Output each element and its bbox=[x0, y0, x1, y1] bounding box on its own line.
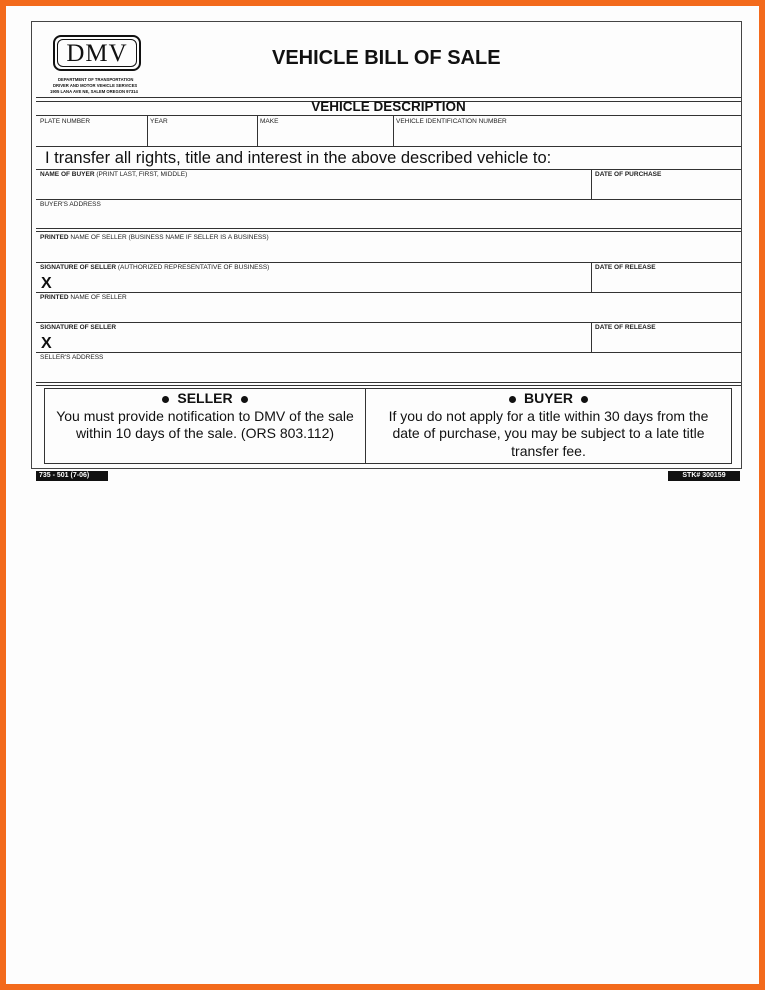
seller-notice-heading: SELLER bbox=[45, 390, 365, 408]
dept-line-2: DRIVER AND MOTOR VEHICLE SERVICES bbox=[53, 83, 138, 88]
bullet-icon bbox=[509, 396, 516, 403]
printed-name-seller-2-label: PRINTED NAME OF SELLER bbox=[40, 294, 127, 301]
signature-x-mark-2: X bbox=[41, 335, 52, 352]
buyer-notice-heading: BUYER bbox=[366, 390, 731, 408]
date-of-release-2-label: DATE OF RELEASE bbox=[595, 324, 656, 331]
seller-notice-text: You must provide notification to DMV of the sale within 10 days of the sale. (ORS 803.112) bbox=[56, 407, 354, 441]
dmv-logo-text: DMV bbox=[57, 39, 137, 67]
seller-signature-2-field[interactable] bbox=[36, 323, 591, 352]
date-of-release-label: DATE OF RELEASE bbox=[595, 264, 656, 271]
notice-box bbox=[44, 388, 732, 464]
buyer-name-label: NAME OF BUYER (PRINT LAST, FIRST, MIDDLE) bbox=[40, 171, 188, 178]
plate-number-field[interactable] bbox=[36, 116, 147, 146]
date-of-release-field[interactable] bbox=[592, 263, 739, 292]
year-field[interactable] bbox=[148, 116, 257, 146]
dept-line-3: 1905 LANA AVE NE, SALEM OREGON 97314 bbox=[50, 89, 138, 94]
seller-notice bbox=[45, 389, 365, 463]
plate-number-label: PLATE NUMBER bbox=[40, 118, 91, 125]
dmv-logo bbox=[53, 35, 141, 71]
vehicle-description-heading: VEHICLE DESCRIPTION bbox=[311, 99, 466, 114]
stock-number: STK# 300159 bbox=[668, 471, 740, 481]
printed-name-seller-field[interactable] bbox=[36, 233, 739, 262]
vin-label: VEHICLE IDENTIFICATION NUMBER bbox=[396, 118, 507, 125]
vin-field[interactable] bbox=[394, 116, 739, 146]
bullet-icon bbox=[581, 396, 588, 403]
seller-address-label: SELLER'S ADDRESS bbox=[40, 354, 104, 361]
buyer-notice-text: If you do not apply for a title within 30 days from the date of purchase, you may be subject to a late title transfer fee. bbox=[388, 407, 709, 459]
make-field[interactable] bbox=[258, 116, 393, 146]
bill-of-sale-form bbox=[31, 21, 742, 469]
seller-signature-label: SIGNATURE OF SELLER (AUTHORIZED REPRESENTATIVE OF BUSINESS) bbox=[40, 264, 270, 271]
date-of-purchase-field[interactable] bbox=[592, 170, 739, 199]
bullet-icon bbox=[162, 396, 169, 403]
dept-line-1: DEPARTMENT OF TRANSPORTATION bbox=[58, 77, 134, 82]
buyer-address-field[interactable] bbox=[36, 200, 739, 228]
transfer-statement: I transfer all rights, title and interest in the above described vehicle to: bbox=[45, 149, 552, 167]
signature-x-mark: X bbox=[41, 275, 52, 292]
printed-name-seller-label: PRINTED NAME OF SELLER (BUSINESS NAME IF SELLER IS A BUSINESS) bbox=[40, 234, 269, 241]
seller-signature-2-label: SIGNATURE OF SELLER bbox=[40, 324, 117, 331]
date-of-purchase-label: DATE OF PURCHASE bbox=[595, 171, 662, 178]
page-title: VEHICLE BILL OF SALE bbox=[272, 47, 501, 69]
seller-address-field[interactable] bbox=[36, 353, 739, 382]
form-number: 735 - 501 (7-06) bbox=[36, 471, 108, 481]
buyer-notice bbox=[366, 389, 731, 463]
date-of-release-2-field[interactable] bbox=[592, 323, 739, 352]
buyer-address-label: BUYER'S ADDRESS bbox=[40, 201, 101, 208]
make-label: MAKE bbox=[260, 118, 279, 125]
seller-signature-field[interactable] bbox=[36, 263, 591, 292]
year-label: YEAR bbox=[150, 118, 168, 125]
printed-name-seller-2-field[interactable] bbox=[36, 293, 739, 322]
buyer-name-field[interactable] bbox=[36, 170, 591, 199]
bullet-icon bbox=[241, 396, 248, 403]
